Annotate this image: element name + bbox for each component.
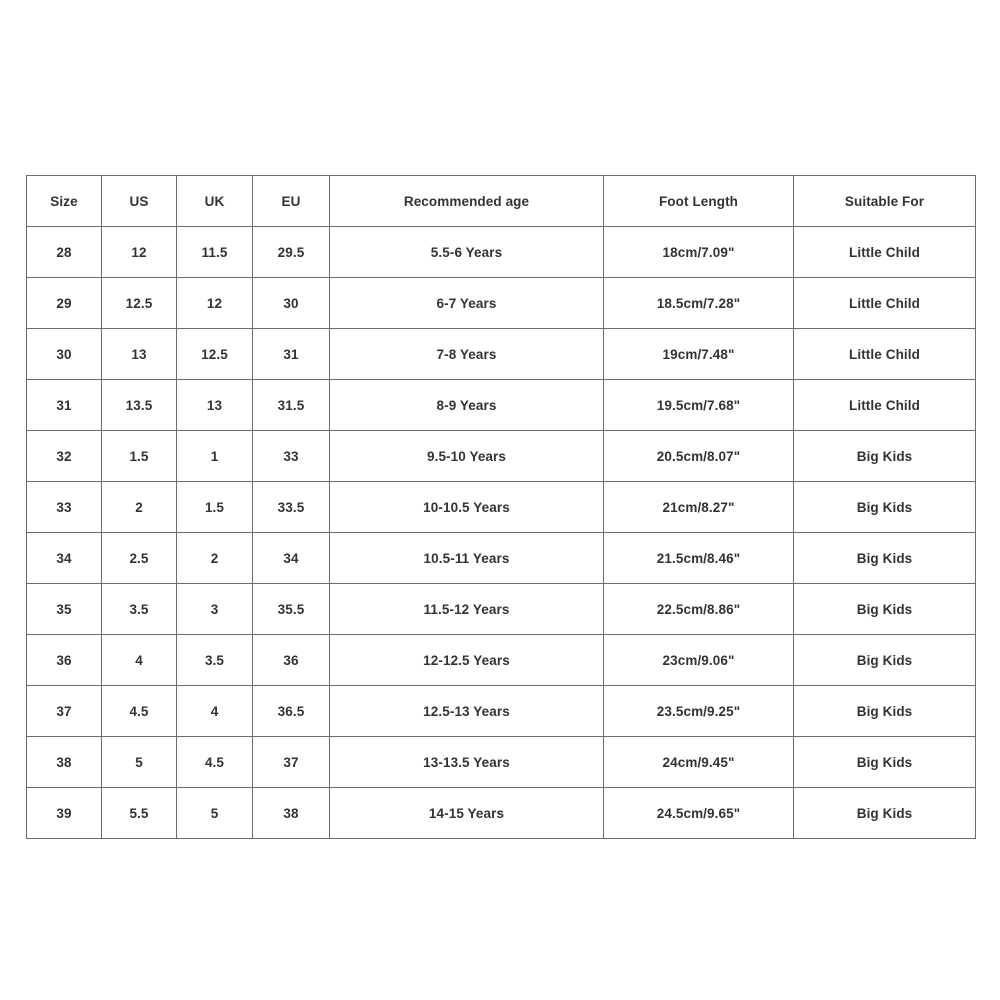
column-header-us: US — [102, 176, 177, 227]
cell-size: 39 — [27, 788, 102, 839]
cell-size: 32 — [27, 431, 102, 482]
cell-eu: 34 — [253, 533, 330, 584]
cell-foot-length: 22.5cm/8.86" — [604, 584, 794, 635]
cell-us: 13 — [102, 329, 177, 380]
cell-uk: 4.5 — [177, 737, 253, 788]
cell-foot-length: 18cm/7.09" — [604, 227, 794, 278]
cell-suitable-for: Little Child — [794, 278, 976, 329]
cell-us: 4.5 — [102, 686, 177, 737]
cell-us: 5.5 — [102, 788, 177, 839]
cell-suitable-for: Big Kids — [794, 431, 976, 482]
cell-uk: 2 — [177, 533, 253, 584]
table-body — [27, 227, 976, 839]
cell-foot-length: 19.5cm/7.68" — [604, 380, 794, 431]
shoe-size-chart-table — [26, 175, 976, 839]
table-header — [27, 176, 976, 227]
cell-recommended-age: 5.5-6 Years — [330, 227, 604, 278]
table-row — [27, 329, 976, 380]
cell-size: 35 — [27, 584, 102, 635]
cell-size: 34 — [27, 533, 102, 584]
cell-foot-length: 19cm/7.48" — [604, 329, 794, 380]
cell-recommended-age: 14-15 Years — [330, 788, 604, 839]
cell-foot-length: 21.5cm/8.46" — [604, 533, 794, 584]
cell-eu: 36.5 — [253, 686, 330, 737]
cell-us: 5 — [102, 737, 177, 788]
table-row — [27, 584, 976, 635]
table-row — [27, 635, 976, 686]
cell-recommended-age: 9.5-10 Years — [330, 431, 604, 482]
cell-suitable-for: Little Child — [794, 329, 976, 380]
cell-recommended-age: 8-9 Years — [330, 380, 604, 431]
cell-us: 3.5 — [102, 584, 177, 635]
cell-foot-length: 24cm/9.45" — [604, 737, 794, 788]
cell-suitable-for: Little Child — [794, 227, 976, 278]
cell-recommended-age: 7-8 Years — [330, 329, 604, 380]
cell-size: 38 — [27, 737, 102, 788]
cell-us: 12.5 — [102, 278, 177, 329]
cell-us: 4 — [102, 635, 177, 686]
cell-recommended-age: 10.5-11 Years — [330, 533, 604, 584]
column-header-suitable-for: Suitable For — [794, 176, 976, 227]
cell-recommended-age: 12-12.5 Years — [330, 635, 604, 686]
cell-foot-length: 20.5cm/8.07" — [604, 431, 794, 482]
cell-us: 2 — [102, 482, 177, 533]
cell-size: 30 — [27, 329, 102, 380]
cell-us: 1.5 — [102, 431, 177, 482]
cell-suitable-for: Little Child — [794, 380, 976, 431]
cell-eu: 31.5 — [253, 380, 330, 431]
cell-size: 31 — [27, 380, 102, 431]
cell-eu: 29.5 — [253, 227, 330, 278]
cell-eu: 31 — [253, 329, 330, 380]
cell-size: 37 — [27, 686, 102, 737]
cell-suitable-for: Big Kids — [794, 533, 976, 584]
table-row — [27, 686, 976, 737]
cell-foot-length: 23cm/9.06" — [604, 635, 794, 686]
cell-eu: 36 — [253, 635, 330, 686]
cell-uk: 3 — [177, 584, 253, 635]
cell-recommended-age: 12.5-13 Years — [330, 686, 604, 737]
cell-uk: 4 — [177, 686, 253, 737]
cell-recommended-age: 10-10.5 Years — [330, 482, 604, 533]
cell-eu: 33.5 — [253, 482, 330, 533]
cell-suitable-for: Big Kids — [794, 737, 976, 788]
cell-uk: 5 — [177, 788, 253, 839]
cell-foot-length: 23.5cm/9.25" — [604, 686, 794, 737]
table-row — [27, 278, 976, 329]
cell-recommended-age: 13-13.5 Years — [330, 737, 604, 788]
cell-size: 28 — [27, 227, 102, 278]
cell-uk: 3.5 — [177, 635, 253, 686]
cell-uk: 1.5 — [177, 482, 253, 533]
cell-suitable-for: Big Kids — [794, 635, 976, 686]
cell-suitable-for: Big Kids — [794, 686, 976, 737]
cell-us: 13.5 — [102, 380, 177, 431]
cell-suitable-for: Big Kids — [794, 482, 976, 533]
column-header-eu: EU — [253, 176, 330, 227]
cell-size: 36 — [27, 635, 102, 686]
cell-uk: 1 — [177, 431, 253, 482]
table-row — [27, 533, 976, 584]
column-header-recommended-age: Recommended age — [330, 176, 604, 227]
cell-eu: 33 — [253, 431, 330, 482]
table-header-row — [27, 176, 976, 227]
column-header-size: Size — [27, 176, 102, 227]
cell-suitable-for: Big Kids — [794, 584, 976, 635]
table-row — [27, 737, 976, 788]
cell-eu: 38 — [253, 788, 330, 839]
column-header-foot-length: Foot Length — [604, 176, 794, 227]
cell-foot-length: 18.5cm/7.28" — [604, 278, 794, 329]
table-row — [27, 431, 976, 482]
cell-eu: 30 — [253, 278, 330, 329]
cell-uk: 13 — [177, 380, 253, 431]
cell-size: 29 — [27, 278, 102, 329]
cell-size: 33 — [27, 482, 102, 533]
cell-uk: 12.5 — [177, 329, 253, 380]
table-row — [27, 482, 976, 533]
size-chart-container — [26, 175, 975, 825]
cell-recommended-age: 11.5-12 Years — [330, 584, 604, 635]
cell-foot-length: 21cm/8.27" — [604, 482, 794, 533]
table-row — [27, 227, 976, 278]
table-row — [27, 380, 976, 431]
cell-suitable-for: Big Kids — [794, 788, 976, 839]
cell-uk: 12 — [177, 278, 253, 329]
cell-recommended-age: 6-7 Years — [330, 278, 604, 329]
cell-foot-length: 24.5cm/9.65" — [604, 788, 794, 839]
cell-us: 2.5 — [102, 533, 177, 584]
cell-uk: 11.5 — [177, 227, 253, 278]
column-header-uk: UK — [177, 176, 253, 227]
cell-eu: 37 — [253, 737, 330, 788]
cell-eu: 35.5 — [253, 584, 330, 635]
table-row — [27, 788, 976, 839]
cell-us: 12 — [102, 227, 177, 278]
